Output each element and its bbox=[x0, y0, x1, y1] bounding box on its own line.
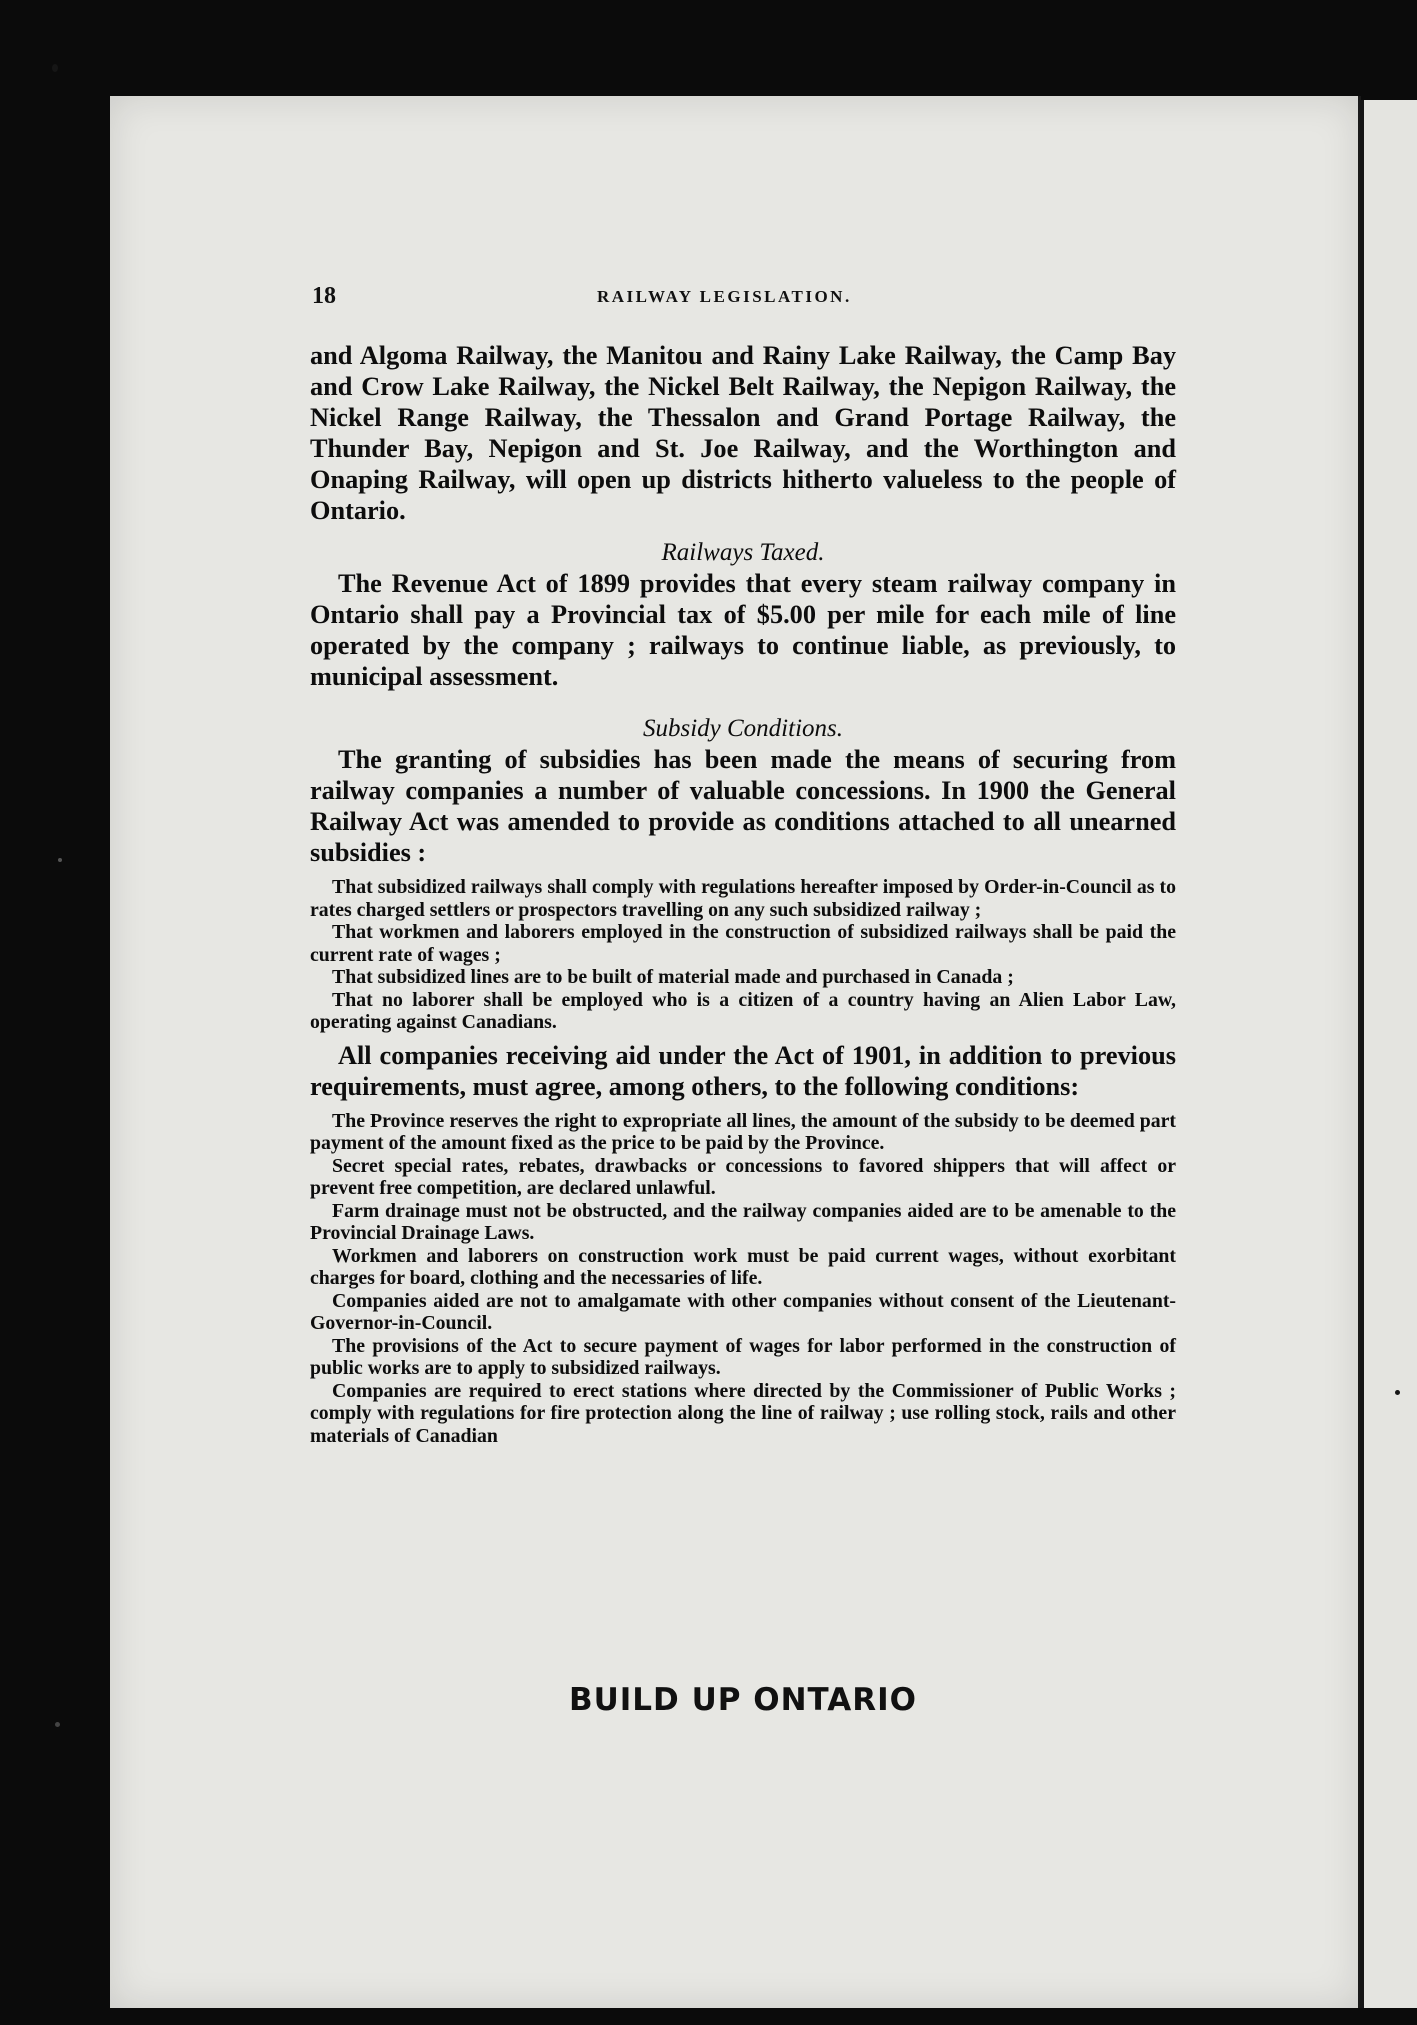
page-body bbox=[310, 340, 1176, 1447]
section-heading-railways-taxed: Railways Taxed. bbox=[661, 539, 825, 566]
conditions-1901-list bbox=[310, 1110, 1176, 1448]
condition-item: That subsidized railways shall comply with regulations hereafter imposed by Order-in-Council as to rates charged settlers or prospectors travelling on any such subsidized railway ; bbox=[310, 876, 1176, 921]
adjacent-page-edge bbox=[1360, 100, 1417, 2008]
condition-item: Secret special rates, rebates, drawbacks or concessions to favored shippers that will affect or prevent free competition, are declared unlawful. bbox=[310, 1154, 1176, 1199]
revenue-act-paragraph: The Revenue Act of 1899 provides that every steam railway company in Ontario shall pay a Provincial tax of $5.00 per mile for each mile of line operated by the company ; railways to continue liable, as previously, to municipal assessment. bbox=[310, 569, 1176, 691]
condition-item: That no laborer shall be employed who is a citizen of a country having an Alien Labor Law, operating against Canadians. bbox=[310, 988, 1176, 1033]
condition-item: Workmen and laborers on construction work must be paid current wages, without exorbitant charges for board, clothing and the necessaries of life. bbox=[310, 1244, 1176, 1289]
act-1901-intro-paragraph: All companies receiving aid under the Act of 1901, in addition to previous requirements, must agree, among others, to the following conditions: bbox=[310, 1040, 1176, 1101]
condition-item: Companies aided are not to amalgamate with other companies without consent of the Lieutenant-Governor-in-Council. bbox=[310, 1289, 1176, 1334]
condition-item: Companies are required to erect stations where directed by the Commissioner of Public Works ; comply with regulations for fire protection along the line of railway ; use rolling stock, rails and other materials of Canadian bbox=[310, 1379, 1176, 1447]
section-heading-subsidy-conditions: Subsidy Conditions. bbox=[642, 715, 843, 742]
scan-speck bbox=[52, 64, 58, 72]
condition-item: That subsidized lines are to be built of material made and purchased in Canada ; bbox=[332, 966, 1014, 988]
condition-item: Farm drainage must not be obstructed, and the railway companies aided are to be amenable to the Provincial Drainage Laws. bbox=[310, 1199, 1176, 1244]
condition-item: The Province reserves the right to expropriate all lines, the amount of the subsidy to be deemed part payment of the amount fixed as the price to be paid by the Province. bbox=[310, 1109, 1176, 1154]
footer-slogan: BUILD UP ONTARIO bbox=[568, 1682, 918, 1718]
condition-item: The provisions of the Act to secure payment of wages for labor performed in the construction of public works are to apply to subsidized railways. bbox=[310, 1334, 1176, 1379]
opening-paragraph: and Algoma Railway, the Manitou and Rainy Lake Railway, the Camp Bay and Crow Lake Railway, the Nickel Belt Railway, the Nepigon Railway, the Nickel Range Railway, the Thessalon and Grand Portage Railway, the Thunder Bay, Nepigon and St. Joe Railway, and the Worthington and Onaping Railway, will open up districts hitherto valueless to the people of Ontario. bbox=[310, 341, 1176, 525]
conditions-1900-list bbox=[310, 876, 1176, 1034]
page-number: 18 bbox=[312, 283, 336, 309]
running-head: RAILWAY LEGISLATION. bbox=[597, 287, 852, 306]
scan-speck bbox=[55, 1722, 60, 1727]
scan-speck bbox=[1395, 1390, 1400, 1395]
page-header bbox=[312, 283, 1172, 313]
subsidy-intro-paragraph: The granting of subsidies has been made the means of securing from railway companies a number of valuable concessions. In 1900 the General Railway Act was amended to provide as conditions attached to all unearned subsidies : bbox=[310, 745, 1176, 867]
condition-item: That workmen and laborers employed in the construction of subsidized railways shall be paid the current rate of wages ; bbox=[310, 921, 1176, 966]
scan-speck bbox=[58, 858, 62, 862]
